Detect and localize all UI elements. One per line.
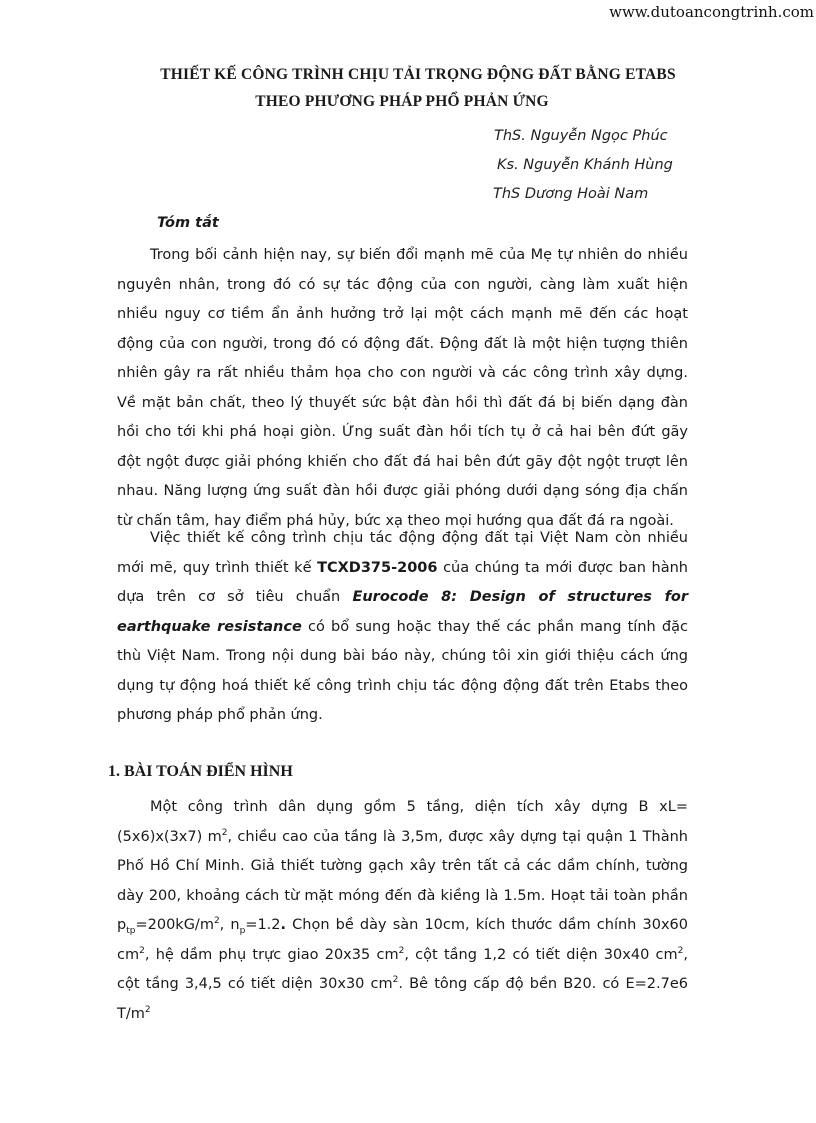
sec-text-4: , n (219, 917, 240, 933)
superscript: 2 (677, 945, 684, 956)
section-heading: 1. BÀI TOÁN ĐIỂN HÌNH (108, 763, 293, 780)
superscript: 2 (213, 916, 220, 927)
superscript: 2 (139, 945, 145, 956)
author-3: ThS Dương Hoài Nam (493, 186, 649, 202)
sec-text-5b: . (280, 917, 287, 933)
eurocode-title: Eurocode 8: Design of structures for earthquake resistance (117, 589, 688, 635)
abstract-heading: Tóm tắt (157, 215, 219, 231)
sec-text-6: Chọn bề dày sàn 10cm, kích thước dầm chính 30x60 cm (117, 917, 688, 963)
subscript: p (239, 925, 246, 936)
author-2: Ks. Nguyễn Khánh Hùng (497, 157, 673, 173)
sec-text-8: , cột tầng 1,2 có tiết diện 30x40 cm (404, 946, 678, 963)
superscript: 2 (398, 945, 405, 956)
website-url: www.dutoancongtrinh.com (609, 3, 814, 21)
sec-text-9: , cột tầng 3,4,5 có tiết diện 30x30 cm (117, 946, 688, 992)
standard-code: TCXD375-2006 (317, 559, 438, 576)
superscript: 2 (392, 975, 399, 986)
sec-text-10: . Bê tông cấp độ bền B20. có E=2.7e6 T/m (117, 976, 688, 1022)
subscript: tp (126, 925, 136, 936)
p2-text-a: Việc thiết kế công trình chịu tác động động đất tại Việt Nam còn nhiều mới mẽ, quy trình thiết kế (117, 530, 688, 576)
title-line-2: THEO PHƯƠNG PHÁP PHỔ PHẢN ỨNG (255, 93, 549, 110)
author-1: ThS. Nguyễn Ngọc Phúc (494, 128, 668, 144)
sec-text-3: =200kG/m (135, 917, 214, 933)
abstract-paragraph-1: Trong bối cảnh hiện nay, sự biến đổi mạnh mẽ của Mẹ tự nhiên do nhiều nguyên nhân, trong đó có sự tác động của con người, càng làm xuất hiện nhiều nguy cơ tiềm ẩn ảnh hưởng trở lại một cách mạnh mẽ đến các hoạt động của con người, trong đó có động đất. Động đất là một hiện tượng thiên nhiên gây ra rất nhiều thảm họa cho con người và các công trình xây dựng. Về mặt bản chất, theo lý thuyết sức bật đàn hồi thì đất đá bị biến dạng đàn hồi cho tới khi phá hoại giòn. Ứng suất đàn hồi tích tụ ở cả hai bên đứt gãy đột ngột được giải phóng khiến cho đất đá hai bên đứt gãy đột ngột trượt lên nhau. Năng lượng ứng suất đàn hồi được giải phóng dưới dạng sóng địa chấn từ chấn tâm, hay điểm phá hủy, bức xạ theo mọi hướng qua đất đá ra ngoài. (117, 247, 688, 529)
superscript: 2 (221, 827, 228, 838)
section-paragraph (117, 793, 688, 1029)
superscript: 2 (144, 1004, 151, 1015)
sec-text-1: Một công trình dân dụng gồm 5 tầng, diện tích xây dựng B xL=(5x6)x(3x7) m (117, 799, 688, 845)
sec-text-7: , hệ dầm phụ trực giao 20x35 cm (144, 946, 399, 963)
sec-text-2: , chiều cao của tầng là 3,5m, được xây dựng tại quận 1 Thành Phố Hồ Chí Minh. Giả thiết tường gạch xây trên tất cả các dầm chính, tường dày 200, khoảng cách từ mặt móng đến đà kiềng là 1.5m. Hoạt tải toàn phần p (117, 828, 688, 933)
p2-text-c: của chúng ta mới được ban hành dựa trên cơ sở tiêu chuẩn (117, 559, 688, 605)
p2-text-e: có bổ sung hoặc thay thế các phần mang tính đặc thù Việt Nam. Trong nội dung bài báo này, chúng tôi xin giới thiệu cách ứng dụng tự động hoá thiết kế công trình chịu tác động động đất trên Etabs theo phương pháp phổ phản ứng. (117, 618, 688, 723)
sec-text-5: =1.2 (245, 917, 281, 933)
abstract-paragraph-2 (117, 524, 688, 731)
title-line-1: THIẾT KẾ CÔNG TRÌNH CHỊU TẢI TRỌNG ĐỘNG ĐẤT BẰNG ETABS (160, 66, 676, 83)
